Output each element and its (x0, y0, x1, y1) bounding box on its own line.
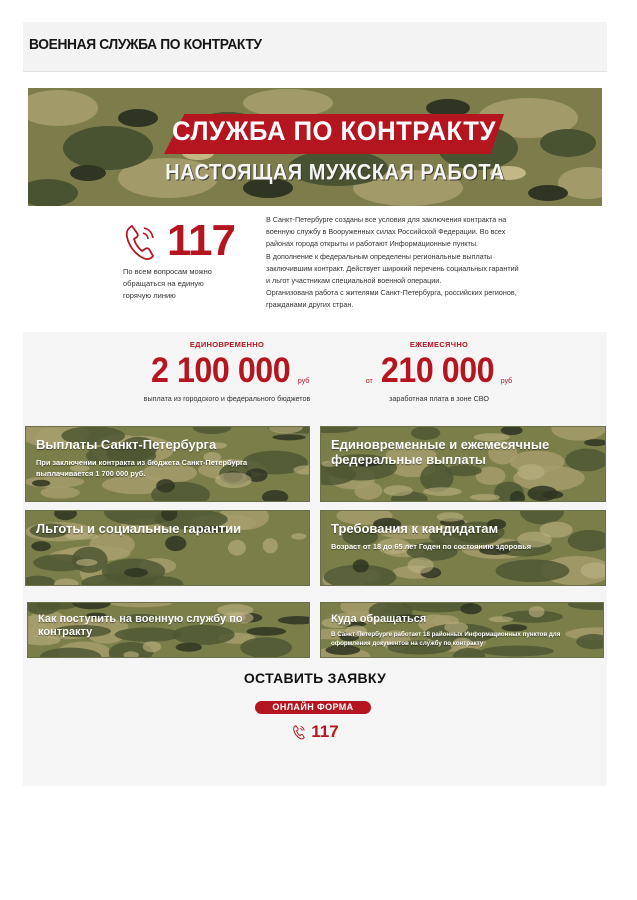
payment-prefix: от (365, 378, 373, 385)
card-title: Как поступить на военную службу по контракту (38, 613, 243, 638)
page-container (23, 22, 607, 786)
card-benefits[interactable] (25, 510, 310, 586)
card-how-to-apply[interactable] (27, 602, 310, 658)
card-requirements[interactable] (320, 510, 606, 586)
card-content (26, 427, 309, 501)
card-title: Выплаты Санкт-Петербурга (36, 437, 217, 452)
card-title: Требования к кандидатам (331, 521, 499, 536)
hero-section (23, 88, 607, 322)
phone-icon (123, 222, 157, 262)
payment-label: ЕДИНОВРЕМЕННО (189, 340, 265, 349)
page-title: ВОЕННАЯ СЛУЖБА ПО КОНТРАКТУ (29, 36, 262, 53)
hero-banner (28, 88, 602, 206)
info-text (266, 214, 520, 312)
card-content (321, 427, 605, 501)
card-content (321, 603, 603, 657)
card-content (26, 511, 309, 585)
payment-unit: руб (500, 378, 513, 385)
hero-title: СЛУЖБА ПО КОНТРАКТУ (172, 116, 496, 146)
card-content (28, 603, 309, 657)
cards-section (23, 418, 607, 786)
hero-subtitle: НАСТОЯЩАЯ МУЖСКАЯ РАБОТА (165, 160, 505, 186)
card-title: Единовременные и ежемесячные федеральные выплаты (331, 437, 550, 467)
card-spb-payments[interactable] (25, 426, 310, 502)
info-paragraph: Организована работа с жителями Санкт-Петербурга, российских регионов, гражданами других стран. (266, 288, 517, 310)
card-federal-payments[interactable] (320, 426, 606, 502)
payment-amount: 210 000 (380, 351, 494, 390)
card-text: Возраст от 18 до 65 лет Годен по состоянию здоровья (331, 542, 532, 551)
card-where-to-apply[interactable] (320, 602, 604, 658)
payment-description: выплата из городского и федерального бюджетов (143, 394, 311, 403)
payment-amount: 2 100 000 (150, 351, 290, 390)
payment-unit: руб (297, 378, 310, 385)
payments-section (23, 332, 607, 418)
info-row (23, 206, 607, 322)
payment-description: заработная плата в зоне СВО (389, 394, 489, 403)
hotline-note: По всем вопросам можно обращаться на единую горячую линию (123, 267, 212, 300)
bottom-phone-number: 117 (311, 722, 339, 741)
bottom-phone[interactable] (23, 722, 607, 742)
card-title: Льготы и социальные гарантии (36, 521, 242, 536)
card-text: При заключении контракта из бюджета Санкт-Петербурга выплачивается 1 700 000 руб. (36, 458, 248, 478)
card-title: Куда обращаться (331, 613, 427, 625)
payment-amount-row (127, 351, 327, 391)
card-text: В Санкт-Петербурге работает 18 районных Информационных пунктов для оформления документов на службу по контракту (331, 630, 561, 647)
card-content (321, 511, 605, 585)
apply-title: ОСТАВИТЬ ЗАЯВКУ (243, 670, 387, 686)
info-paragraph: В Санкт-Петербурге созданы все условия для заключения контракта на военную службу в Вооруженных силах Российской Федерации. Во всех районах города открыты и работают Информационные пункты. (266, 215, 507, 249)
payment-amount-row (339, 351, 539, 391)
online-form-button[interactable]: ОНЛАЙН ФОРМА (255, 701, 371, 714)
page-header (23, 22, 607, 72)
hotline-number: 117 (167, 216, 235, 265)
info-paragraph: В дополнение к федеральным определены региональные выплаты заключившим контракт. Действует широкий перечень социальных гарантий и льгот участникам специальной военной операции. (266, 251, 519, 286)
phone-icon (291, 724, 307, 740)
monthly-payment (339, 340, 539, 405)
one-time-payment (127, 340, 327, 405)
payment-label: ЕЖЕМЕСЯЧНО (409, 340, 469, 349)
